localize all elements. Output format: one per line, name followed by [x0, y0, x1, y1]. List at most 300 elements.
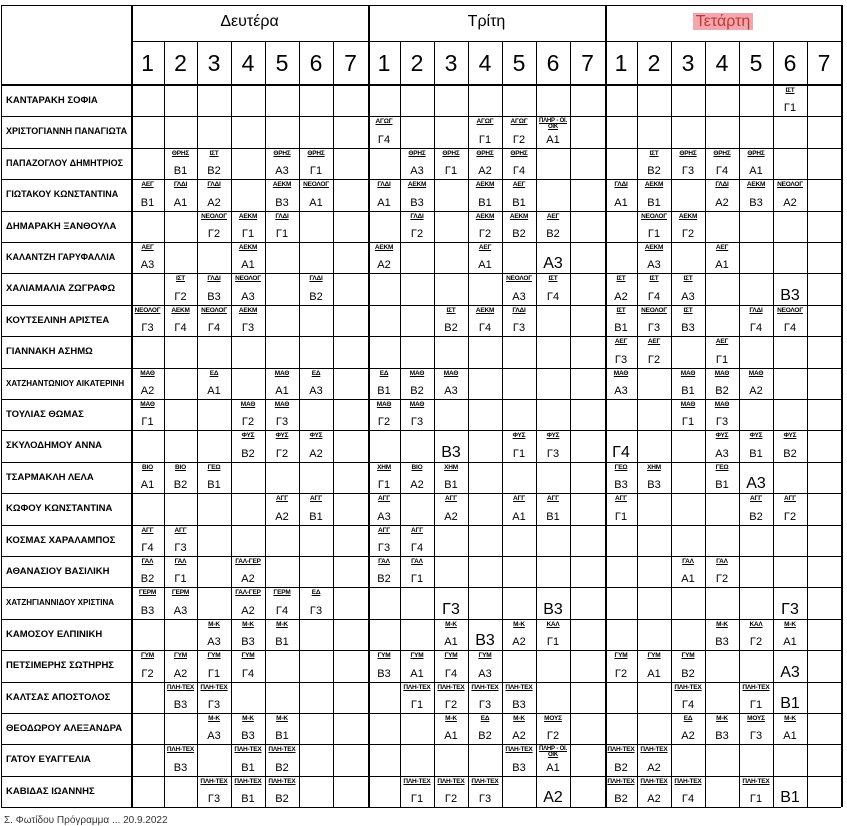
lesson-code: ΝΕΟΛΟΓ	[777, 181, 803, 189]
timetable-cell[interactable]	[164, 650, 197, 681]
timetable-cell[interactable]	[468, 179, 502, 210]
timetable-cell[interactable]	[637, 242, 671, 273]
class-code: Γ2	[614, 667, 628, 680]
class-code: Β3	[681, 322, 695, 335]
lesson-code: ΝΕΟΛΟΓ	[201, 306, 227, 314]
timetable-cell[interactable]	[605, 650, 637, 681]
timetable-cell[interactable]	[231, 650, 265, 681]
timetable-cell[interactable]	[536, 273, 570, 304]
timetable-cell[interactable]	[502, 430, 536, 461]
timetable-cell[interactable]	[197, 619, 231, 650]
timetable-cell[interactable]	[671, 148, 705, 179]
class-code: Α1	[377, 196, 391, 209]
timetable-cell[interactable]	[671, 682, 705, 713]
timetable-cell[interactable]	[434, 776, 468, 807]
lesson-code: ΠΛΗ-ΤΕΧ	[471, 683, 499, 691]
lesson-code: ΑΕΚΜ	[746, 181, 766, 189]
timetable-cell[interactable]	[536, 744, 570, 775]
timetable-cell[interactable]	[773, 430, 807, 461]
timetable-cell[interactable]	[400, 179, 434, 210]
lesson-code: ΠΛΗ-ΤΕΧ	[437, 683, 465, 691]
class-code: Γ4	[512, 165, 526, 178]
teacher-name: ΤΣΑΡΜΑΚΛΗ ΛΕΛΑ	[6, 471, 94, 483]
timetable-cell[interactable]	[265, 776, 299, 807]
timetable-cell[interactable]	[468, 305, 502, 336]
lesson-code: Μ-Κ	[242, 715, 254, 722]
timetable-cell[interactable]	[502, 148, 536, 179]
timetable-cell[interactable]	[705, 368, 739, 399]
timetable-cell[interactable]	[164, 525, 197, 556]
lesson-code: ΓΑΛ-ΓΕΡ	[235, 589, 261, 597]
timetable-cell[interactable]	[197, 305, 231, 336]
class-code: Α2	[512, 730, 526, 743]
timetable-cell[interactable]	[671, 556, 705, 587]
class-code: Γ2	[783, 510, 797, 523]
timetable-cell[interactable]	[197, 273, 231, 304]
timetable-cell[interactable]	[705, 242, 739, 273]
class-code: Α2	[241, 604, 255, 617]
timetable-cell[interactable]	[637, 273, 671, 304]
timetable-cell[interactable]	[705, 713, 739, 744]
timetable-cell[interactable]	[164, 148, 197, 179]
timetable-cell[interactable]	[231, 430, 265, 461]
lesson-code: ΑΕΓ	[141, 244, 154, 251]
timetable-cell[interactable]	[231, 211, 265, 242]
timetable-cell[interactable]	[265, 744, 299, 775]
timetable-cell[interactable]	[164, 682, 197, 713]
timetable-cell[interactable]	[536, 211, 570, 242]
timetable-cell[interactable]	[705, 462, 739, 493]
timetable-cell[interactable]	[231, 556, 265, 587]
timetable-cell[interactable]	[605, 776, 637, 807]
lesson-code: ΠΛΗ-ΤΕΧ	[234, 746, 262, 754]
timetable-cell[interactable]	[773, 713, 807, 744]
lesson-code: ΕΔ	[683, 715, 693, 722]
timetable-cell[interactable]	[773, 305, 807, 336]
timetable-cell[interactable]	[502, 682, 536, 713]
timetable-cell[interactable]	[605, 493, 637, 524]
timetable-cell[interactable]	[468, 148, 502, 179]
timetable-cell[interactable]	[131, 587, 164, 618]
timetable-cell[interactable]	[299, 179, 333, 210]
timetable-cell[interactable]	[164, 587, 197, 618]
timetable-cell[interactable]	[299, 587, 333, 618]
timetable-cell[interactable]	[705, 179, 739, 210]
lesson-code: ΓΑΛ	[682, 558, 694, 565]
timetable-cell[interactable]	[705, 556, 739, 587]
timetable-cell[interactable]	[605, 179, 637, 210]
timetable-cell[interactable]	[265, 368, 299, 399]
timetable-cell[interactable]	[605, 462, 637, 493]
class-code: Α1	[647, 667, 661, 680]
timetable-cell[interactable]	[231, 744, 265, 775]
timetable-cell[interactable]	[605, 744, 637, 775]
class-code: Γ4	[478, 322, 492, 335]
class-code: Α2	[140, 384, 155, 397]
lesson-code: ΜΑΘ	[140, 369, 155, 377]
timetable-cell[interactable]	[231, 776, 265, 807]
day-header-label: Τετάρτη	[693, 13, 754, 30]
class-code: Γ1	[512, 447, 526, 460]
lesson-code: ΑΕΚΜ	[407, 181, 427, 189]
class-code: Α3	[478, 667, 492, 680]
lesson-code: ΓΛΔΙ	[275, 212, 289, 220]
timetable-cell[interactable]	[299, 430, 333, 461]
timetable-cell[interactable]	[197, 776, 231, 807]
timetable-cell[interactable]	[164, 305, 197, 336]
timetable-cell[interactable]	[671, 305, 705, 336]
lesson-code: ΜΑΘ	[714, 401, 730, 408]
class-code: Α2	[377, 259, 391, 272]
timetable-cell[interactable]	[739, 713, 773, 744]
timetable-cell[interactable]	[400, 211, 434, 242]
timetable-cell[interactable]	[434, 682, 468, 713]
timetable-cell[interactable]	[197, 713, 231, 744]
timetable-cell[interactable]	[400, 368, 434, 399]
lesson-code: ΜΑΘ	[680, 401, 696, 408]
timetable-cell[interactable]	[502, 744, 536, 775]
timetable-cell[interactable]	[131, 525, 164, 556]
timetable-cell[interactable]	[705, 399, 739, 430]
timetable-cell[interactable]	[368, 399, 400, 430]
period-number: 5	[275, 50, 289, 76]
class-code: Β2	[546, 227, 560, 240]
timetable-cell[interactable]	[536, 776, 570, 807]
timetable-cell[interactable]	[434, 587, 468, 618]
timetable-cell[interactable]	[265, 713, 299, 744]
timetable-cell[interactable]	[434, 148, 468, 179]
class-code: Γ1	[681, 416, 695, 429]
timetable-cell[interactable]	[265, 399, 299, 430]
timetable-cell[interactable]	[434, 619, 468, 650]
lesson-code: ΓΛΔΙ	[309, 275, 323, 283]
timetable-cell[interactable]	[265, 148, 299, 179]
timetable-cell[interactable]	[434, 305, 468, 336]
timetable-cell[interactable]	[231, 242, 265, 273]
timetable-cell[interactable]	[705, 430, 739, 461]
timetable-cell[interactable]	[299, 273, 333, 304]
timetable-cell[interactable]	[637, 148, 671, 179]
timetable-cell[interactable]	[131, 368, 164, 399]
lesson-code: Μ-Κ	[716, 620, 728, 628]
timetable-cell[interactable]	[773, 179, 807, 210]
timetable-cell[interactable]	[502, 179, 536, 210]
class-code: Γ2	[174, 290, 187, 303]
timetable-cell[interactable]	[536, 116, 570, 147]
timetable-cell[interactable]	[536, 587, 570, 618]
timetable-cell[interactable]	[502, 116, 536, 147]
timetable-cell[interactable]	[502, 305, 536, 336]
timetable-cell[interactable]	[739, 776, 773, 807]
timetable-cell[interactable]	[231, 305, 265, 336]
timetable-cell[interactable]	[502, 211, 536, 242]
timetable-cell[interactable]	[368, 650, 400, 681]
timetable-cell[interactable]	[536, 430, 570, 461]
lesson-code: ΑΓΓ	[547, 495, 559, 503]
timetable-cell[interactable]	[605, 273, 637, 304]
timetable-cell[interactable]	[637, 336, 671, 367]
timetable-cell[interactable]	[773, 587, 807, 618]
day-header-label: Τρίτη	[467, 13, 506, 30]
class-code: Β3	[410, 196, 424, 209]
lesson-code: ΙΣΤ	[175, 275, 186, 283]
timetable-cell[interactable]	[536, 242, 570, 273]
timetable-cell[interactable]	[131, 650, 164, 681]
timetable-cell[interactable]	[265, 619, 299, 650]
class-code: Γ1	[546, 636, 560, 649]
timetable-cell[interactable]	[197, 211, 231, 242]
lesson-code: ΕΔ	[311, 369, 321, 377]
lesson-code: ΕΔ	[379, 369, 389, 377]
timetable-cell[interactable]	[502, 273, 536, 304]
timetable-cell[interactable]	[637, 776, 671, 807]
timetable-cell[interactable]	[368, 179, 400, 210]
timetable-cell[interactable]	[434, 368, 468, 399]
timetable-cell[interactable]	[368, 556, 400, 587]
timetable-cell[interactable]	[502, 619, 536, 650]
lesson-code: ΑΓΓ	[784, 495, 796, 503]
timetable-cell[interactable]	[400, 776, 434, 807]
class-code: Α1	[783, 730, 797, 743]
timetable-cell[interactable]	[197, 682, 231, 713]
timetable-cell[interactable]	[671, 211, 705, 242]
timetable-cell[interactable]	[468, 682, 502, 713]
timetable-cell[interactable]	[536, 713, 570, 744]
timetable-cell[interactable]	[773, 682, 807, 713]
timetable-cell[interactable]	[705, 148, 739, 179]
timetable-cell[interactable]	[773, 273, 807, 304]
class-code: Β2	[444, 322, 458, 335]
timetable-cell[interactable]	[434, 650, 468, 681]
timetable-cell[interactable]	[400, 556, 434, 587]
timetable-cell[interactable]	[637, 211, 671, 242]
lesson-code: ΓΥΜ	[614, 652, 628, 660]
class-code: Β3	[715, 730, 729, 743]
timetable-cell[interactable]	[197, 368, 231, 399]
timetable-cell[interactable]	[637, 179, 671, 210]
timetable-cell[interactable]	[605, 336, 637, 367]
timetable-cell[interactable]	[265, 430, 299, 461]
class-code: Γ4	[174, 322, 187, 335]
timetable-cell[interactable]	[265, 587, 299, 618]
period-number: 4	[478, 50, 492, 76]
timetable-cell[interactable]	[164, 744, 197, 775]
timetable-cell[interactable]	[671, 273, 705, 304]
timetable-cell[interactable]	[368, 116, 400, 147]
timetable-cell[interactable]	[368, 462, 400, 493]
timetable-cell[interactable]	[299, 368, 333, 399]
class-code: Β1	[647, 196, 661, 209]
lesson-code: ΑΕΚΜ	[374, 244, 394, 251]
timetable-cell[interactable]	[197, 148, 231, 179]
class-code: Β2	[647, 165, 661, 178]
lesson-code: ΘΡΗΣ	[476, 149, 494, 157]
timetable-cell[interactable]	[468, 116, 502, 147]
lesson-code: ΝΕΟΛΟΓ	[201, 212, 227, 220]
class-code: Γ3	[174, 541, 187, 554]
timetable-cell[interactable]	[773, 85, 807, 116]
timetable-cell[interactable]	[434, 462, 468, 493]
timetable-cell[interactable]	[468, 211, 502, 242]
timetable-cell[interactable]	[368, 525, 400, 556]
timetable-cell[interactable]	[368, 368, 400, 399]
lesson-code: ΑΓΓ	[615, 495, 627, 503]
class-code: Β3	[441, 443, 461, 461]
timetable-cell[interactable]	[739, 368, 773, 399]
teacher-name: ΓΙΑΝΝΑΚΗ ΑΣΗΜΩ	[6, 346, 93, 358]
timetable-cell[interactable]	[231, 399, 265, 430]
timetable-cell[interactable]	[197, 462, 231, 493]
timetable-cell[interactable]	[197, 179, 231, 210]
timetable-cell[interactable]	[468, 242, 502, 273]
timetable-cell[interactable]	[536, 493, 570, 524]
class-code: Β2	[241, 447, 255, 460]
class-code: Γ3	[377, 541, 391, 554]
lesson-code: ΑΓΓ	[378, 495, 390, 503]
timetable-cell[interactable]	[739, 682, 773, 713]
timetable-cell[interactable]	[739, 430, 773, 461]
timetable-cell[interactable]	[265, 493, 299, 524]
timetable-cell[interactable]	[299, 148, 333, 179]
timetable-cell[interactable]	[637, 650, 671, 681]
timetable-cell[interactable]	[705, 619, 739, 650]
timetable-cell[interactable]	[536, 619, 570, 650]
timetable-cell[interactable]	[400, 148, 434, 179]
timetable-cell[interactable]	[368, 242, 400, 273]
timetable-cell[interactable]	[400, 650, 434, 681]
timetable-cell[interactable]	[671, 713, 705, 744]
timetable-cell[interactable]	[434, 493, 468, 524]
class-code: Γ3	[546, 447, 560, 460]
lesson-code: ΑΓΓ	[141, 526, 154, 534]
teacher-name: ΧΑΤΖΗΓΙΑΝΝΙΔΟΥ ΧΡΙΣΤΙΝΑ	[6, 598, 115, 608]
timetable-cell[interactable]	[773, 619, 807, 650]
class-code: Β2	[783, 447, 797, 460]
class-code: Γ3	[241, 322, 255, 335]
lesson-code: ΠΛΗ-ΤΕΧ	[607, 746, 635, 754]
class-code: Γ4	[612, 443, 630, 461]
lesson-code: Μ-Κ	[445, 620, 457, 628]
timetable-cell[interactable]	[605, 305, 637, 336]
timetable-cell[interactable]	[164, 273, 197, 304]
timetable-cell[interactable]	[131, 179, 164, 210]
class-code: Γ4	[681, 793, 695, 806]
timetable-cell[interactable]	[131, 399, 164, 430]
timetable-cell[interactable]	[231, 273, 265, 304]
timetable-cell[interactable]	[400, 682, 434, 713]
timetable-cell[interactable]	[739, 305, 773, 336]
timetable-cell[interactable]	[773, 776, 807, 807]
timetable-cell[interactable]	[739, 619, 773, 650]
period-number: 6	[783, 50, 797, 76]
period-column-border	[570, 41, 571, 807]
timetable-cell[interactable]	[502, 493, 536, 524]
class-code: Γ3	[141, 322, 154, 335]
timetable-cell[interactable]	[299, 493, 333, 524]
timetable-cell[interactable]	[400, 525, 434, 556]
timetable-cell[interactable]	[131, 556, 164, 587]
timetable-cell[interactable]	[739, 493, 773, 524]
timetable-cell[interactable]	[231, 619, 265, 650]
class-code: Β2	[140, 573, 155, 586]
class-code: Γ1	[444, 165, 458, 178]
class-code: Β2	[275, 761, 289, 774]
timetable-cell[interactable]	[265, 179, 299, 210]
timetable-cell[interactable]	[400, 462, 434, 493]
timetable-cell[interactable]	[231, 587, 265, 618]
timetable-cell[interactable]	[773, 650, 807, 681]
timetable-cell[interactable]	[739, 462, 773, 493]
class-code: Α3	[173, 604, 188, 617]
timetable-cell[interactable]	[605, 430, 637, 461]
timetable-cell[interactable]	[164, 462, 197, 493]
class-code: Β3	[173, 761, 188, 774]
timetable-cell[interactable]	[131, 242, 164, 273]
class-code: Α1	[478, 259, 492, 272]
timetable-cell[interactable]	[368, 493, 400, 524]
class-code: Β1	[309, 510, 323, 523]
class-code: Γ2	[275, 447, 289, 460]
timetable-cell[interactable]	[164, 179, 197, 210]
period-number: 5	[749, 50, 763, 76]
timetable-cell[interactable]	[605, 368, 637, 399]
timetable-cell[interactable]	[400, 399, 434, 430]
timetable-cell[interactable]	[468, 619, 502, 650]
timetable-cell[interactable]	[705, 336, 739, 367]
lesson-code: ΓΑΛ-ΓΕΡ	[235, 558, 261, 565]
class-code: Γ2	[377, 416, 391, 429]
lesson-code: ΝΕΟΛΟΓ	[777, 306, 803, 314]
timetable-cell[interactable]	[131, 305, 164, 336]
timetable-cell[interactable]	[739, 148, 773, 179]
class-code: Β3	[543, 600, 563, 618]
timetable-cell[interactable]	[468, 713, 502, 744]
lesson-code: Μ-Κ	[513, 715, 525, 722]
class-code: Β3	[207, 290, 221, 303]
timetable-cell[interactable]	[231, 713, 265, 744]
timetable-cell[interactable]	[671, 399, 705, 430]
period-column-border	[536, 41, 537, 807]
timetable-cell[interactable]	[671, 368, 705, 399]
class-code: Γ1	[309, 165, 323, 178]
teacher-name: ΠΑΠΑΖΟΓΛΟΥ ΔΗΜΗΤΡΙΟΣ	[6, 157, 123, 168]
timetable-cell[interactable]	[434, 713, 468, 744]
timetable-cell[interactable]	[739, 179, 773, 210]
timetable-cell[interactable]	[637, 744, 671, 775]
timetable-cell[interactable]	[197, 650, 231, 681]
class-code: Γ3	[478, 793, 492, 806]
timetable-cell[interactable]	[468, 650, 502, 681]
class-code: Γ4	[749, 322, 763, 335]
timetable-cell[interactable]	[131, 462, 164, 493]
timetable-cell[interactable]	[468, 776, 502, 807]
lesson-code: ΑΕΚΜ	[238, 306, 258, 314]
class-code: Γ4	[410, 541, 424, 554]
timetable-cell[interactable]	[671, 650, 705, 681]
period-number: 2	[647, 50, 661, 76]
timetable-cell[interactable]	[434, 430, 468, 461]
timetable-cell[interactable]	[164, 556, 197, 587]
timetable-cell[interactable]	[637, 305, 671, 336]
class-code: Α2	[309, 447, 323, 460]
timetable-cell[interactable]	[671, 776, 705, 807]
timetable-cell[interactable]	[265, 211, 299, 242]
timetable-cell[interactable]	[773, 493, 807, 524]
timetable-cell[interactable]	[502, 713, 536, 744]
teacher-name: ΤΟΥΛΙΑΣ ΘΩΜΑΣ	[6, 409, 84, 420]
timetable-cell[interactable]	[637, 462, 671, 493]
class-code: Γ4	[546, 290, 560, 303]
